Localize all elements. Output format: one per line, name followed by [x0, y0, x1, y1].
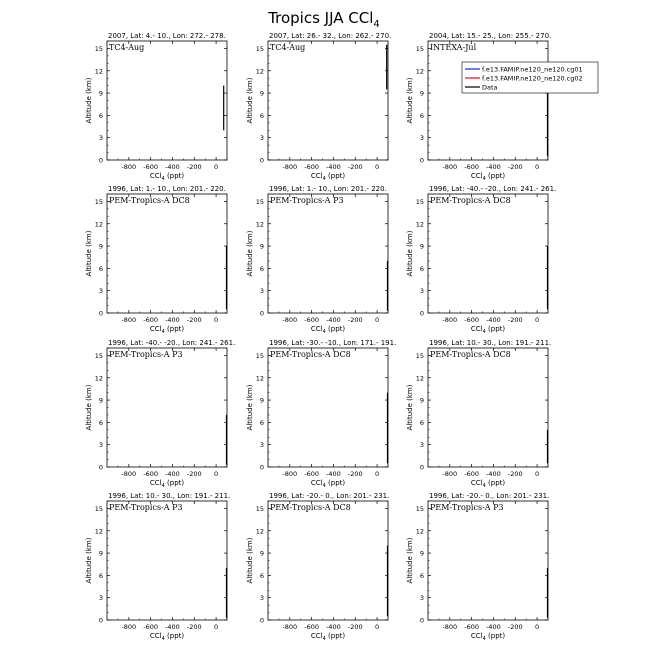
x-axis-label-subscript: 4 [161, 636, 165, 642]
plot-frame [428, 501, 548, 620]
x-axis-label-main: CCl [310, 172, 323, 180]
x-axis-label-unit: (ppt) [325, 325, 346, 333]
x-tick-label: -800 [442, 163, 458, 171]
panel-2 [246, 32, 391, 182]
x-axis-label-subscript: 4 [482, 329, 486, 335]
plot-frame [428, 41, 548, 160]
panel-title: 2004, Lat: 15.- 25., Lon: 255.- 270. [429, 32, 552, 40]
y-tick-label: 6 [419, 571, 424, 580]
panel-title: 1996, Lat: -40.- -20., Lon: 241.- 261. [108, 339, 236, 347]
y-tick-label: 12 [415, 220, 424, 229]
x-tick-label: -600 [304, 470, 320, 478]
legend-entry: f.e13.FAMIP.ne120_ne120.cg02 [482, 74, 583, 83]
y-tick-label: 3 [98, 134, 103, 143]
panel-12 [406, 492, 549, 642]
y-tick-label: 15 [255, 197, 264, 206]
y-tick-label: 3 [98, 441, 103, 450]
campaign-label: PEM-Tropics-A DC8 [430, 350, 511, 359]
y-tick-label: 9 [419, 242, 424, 251]
y-tick-label: 3 [259, 441, 264, 450]
x-axis-label-subscript: 4 [322, 176, 326, 182]
x-axis-label [471, 479, 506, 489]
x-tick-label: 0 [535, 163, 540, 171]
y-tick-label: 6 [259, 418, 264, 427]
x-axis-label-subscript: 4 [482, 636, 486, 642]
x-axis-label-main: CCl [149, 172, 162, 180]
y-tick-label: 0 [98, 463, 103, 472]
panel-1 [85, 32, 227, 182]
x-tick-label: -400 [326, 623, 341, 631]
x-tick-label: -800 [282, 316, 298, 324]
panel-title: 1996, Lat: 1.- 10., Lon: 201.- 220. [269, 185, 387, 193]
x-tick-label: -200 [347, 623, 363, 631]
panel-grid [85, 32, 598, 642]
x-tick-label: 0 [535, 316, 540, 324]
panel-9 [406, 339, 551, 489]
x-tick-label: -800 [282, 470, 298, 478]
x-axis-label-main: CCl [470, 325, 483, 333]
x-tick-label: -200 [347, 470, 363, 478]
x-tick-label: -600 [304, 316, 320, 324]
y-tick-label: 0 [259, 309, 264, 318]
y-tick-label: 15 [94, 504, 103, 513]
plot-frame [428, 348, 548, 467]
panel-6 [406, 185, 556, 335]
x-tick-label: -600 [143, 470, 159, 478]
y-tick-label: 3 [419, 287, 424, 296]
panel-4 [85, 185, 227, 335]
x-axis-label [311, 632, 346, 642]
y-tick-label: 12 [94, 374, 103, 383]
x-tick-label: 0 [535, 470, 540, 478]
x-axis-label-unit: (ppt) [164, 632, 185, 640]
y-tick-label: 12 [255, 67, 264, 76]
y-tick-label: 3 [259, 594, 264, 603]
y-axis-label: Altitude (km) [246, 384, 254, 431]
y-axis-label: Altitude (km) [246, 77, 254, 124]
x-axis-label [150, 479, 185, 489]
x-axis-label-main: CCl [149, 325, 162, 333]
panel-title: 2007, Lat: 4.- 10., Lon: 272.- 278. [108, 32, 226, 40]
y-tick-label: 0 [259, 463, 264, 472]
x-tick-label: -800 [282, 163, 298, 171]
panel-7 [85, 339, 235, 489]
x-tick-label: 0 [214, 316, 219, 324]
y-tick-label: 9 [98, 549, 103, 558]
y-tick-label: 15 [255, 504, 264, 513]
y-tick-label: 3 [259, 287, 264, 296]
x-tick-label: 0 [375, 623, 380, 631]
x-tick-label: -400 [165, 163, 180, 171]
x-tick-label: -400 [486, 623, 501, 631]
campaign-label: PEM-Tropics-A P3 [109, 503, 183, 512]
x-tick-label: 0 [375, 470, 380, 478]
x-tick-label: -800 [121, 470, 137, 478]
y-tick-label: 12 [94, 527, 103, 536]
campaign-label: PEM-Tropics-A P3 [430, 503, 504, 512]
y-tick-label: 6 [419, 264, 424, 273]
x-axis-label-unit: (ppt) [164, 325, 185, 333]
y-tick-label: 9 [98, 242, 103, 251]
campaign-label: TC4-Aug [270, 43, 306, 52]
panel-8 [246, 339, 396, 489]
plot-frame [107, 41, 227, 160]
y-tick-label: 0 [419, 156, 424, 165]
x-tick-label: -600 [143, 623, 159, 631]
y-tick-label: 12 [94, 220, 103, 229]
x-axis-label-main: CCl [310, 325, 323, 333]
x-tick-label: -200 [347, 163, 363, 171]
y-tick-label: 6 [98, 264, 103, 273]
y-tick-label: 9 [98, 89, 103, 98]
x-tick-label: -600 [464, 470, 480, 478]
y-tick-label: 15 [255, 44, 264, 53]
x-axis-label-main: CCl [470, 172, 483, 180]
y-tick-label: 15 [415, 504, 424, 513]
x-axis-label [150, 632, 185, 642]
x-axis-label-subscript: 4 [322, 483, 326, 489]
x-axis-label-subscript: 4 [161, 483, 165, 489]
x-tick-label: 0 [214, 163, 219, 171]
panel-10 [85, 492, 230, 642]
x-axis-label [311, 325, 346, 335]
x-tick-label: -400 [326, 316, 341, 324]
x-axis-label-subscript: 4 [482, 176, 486, 182]
x-axis-label [150, 325, 185, 335]
panel-title: 1996, Lat: -40.- -20., Lon: 241.- 261. [429, 185, 557, 193]
y-tick-label: 3 [419, 441, 424, 450]
y-tick-label: 3 [419, 594, 424, 603]
y-tick-label: 15 [94, 44, 103, 53]
x-tick-label: 0 [535, 623, 540, 631]
campaign-label: PEM-Tropics-A P3 [270, 196, 344, 205]
plot-frame [428, 194, 548, 313]
legend-entry: Data [482, 83, 498, 92]
x-axis-label-subscript: 4 [161, 176, 165, 182]
figure-title-subscript: 4 [373, 19, 380, 30]
panel-title: 2007, Lat: 26.- 32., Lon: 262.- 270. [269, 32, 392, 40]
y-axis-label: Altitude (km) [246, 230, 254, 277]
y-axis-label: Altitude (km) [246, 537, 254, 584]
y-tick-label: 9 [419, 549, 424, 558]
x-tick-label: -800 [121, 316, 137, 324]
x-axis-label-unit: (ppt) [485, 172, 506, 180]
y-tick-label: 6 [259, 264, 264, 273]
y-axis-label: Altitude (km) [406, 77, 414, 124]
legend [462, 62, 598, 93]
y-tick-label: 15 [94, 351, 103, 360]
x-axis-label-subscript: 4 [161, 329, 165, 335]
y-tick-label: 0 [98, 616, 103, 625]
y-tick-label: 9 [259, 242, 264, 251]
x-tick-label: -400 [165, 623, 180, 631]
x-tick-label: -800 [442, 470, 458, 478]
plot-frame [107, 501, 227, 620]
y-tick-label: 15 [415, 351, 424, 360]
x-tick-label: 0 [375, 316, 380, 324]
x-tick-label: -200 [507, 163, 523, 171]
x-tick-label: -200 [186, 316, 202, 324]
y-tick-label: 15 [94, 197, 103, 206]
y-tick-label: 12 [255, 374, 264, 383]
x-axis-label-main: CCl [310, 632, 323, 640]
campaign-label: PEM-Tropics-A DC8 [109, 196, 190, 205]
x-axis-label [471, 325, 506, 335]
y-tick-label: 12 [255, 527, 264, 536]
panel-3 [406, 32, 598, 182]
campaign-label: PEM-Tropics-A DC8 [270, 350, 351, 359]
x-tick-label: -600 [464, 316, 480, 324]
panel-title: 1996, Lat: -20.- 0., Lon: 201.- 231. [429, 492, 550, 500]
x-tick-label: 0 [214, 470, 219, 478]
y-tick-label: 12 [255, 220, 264, 229]
y-tick-label: 3 [98, 287, 103, 296]
x-tick-label: -800 [442, 623, 458, 631]
y-tick-label: 6 [259, 111, 264, 120]
legend-entry: f.e13.FAMIP.ne120_ne120.cg01 [482, 65, 583, 74]
x-tick-label: -200 [186, 163, 202, 171]
plot-frame [268, 501, 388, 620]
y-axis-label: Altitude (km) [85, 230, 93, 277]
x-tick-label: -400 [486, 470, 501, 478]
x-tick-label: -400 [165, 316, 180, 324]
x-tick-label: -600 [304, 623, 320, 631]
plot-frame [268, 194, 388, 313]
x-axis-label-unit: (ppt) [485, 479, 506, 487]
x-tick-label: -400 [486, 316, 501, 324]
x-axis-label-unit: (ppt) [485, 325, 506, 333]
y-tick-label: 15 [415, 44, 424, 53]
campaign-label: INTEXA-Jul [430, 43, 477, 52]
x-tick-label: -400 [165, 470, 180, 478]
y-tick-label: 3 [419, 134, 424, 143]
x-tick-label: -600 [143, 316, 159, 324]
x-axis-label-main: CCl [470, 479, 483, 487]
figure-title [267, 9, 380, 30]
x-tick-label: -200 [507, 623, 523, 631]
x-tick-label: 0 [375, 163, 380, 171]
x-axis-label-unit: (ppt) [325, 172, 346, 180]
x-tick-label: -800 [442, 316, 458, 324]
y-tick-label: 6 [98, 111, 103, 120]
x-tick-label: -200 [507, 316, 523, 324]
x-tick-label: -600 [464, 623, 480, 631]
y-tick-label: 12 [415, 374, 424, 383]
y-axis-label: Altitude (km) [85, 537, 93, 584]
y-tick-label: 9 [419, 396, 424, 405]
x-tick-label: -200 [347, 316, 363, 324]
x-axis-label-main: CCl [470, 632, 483, 640]
y-tick-label: 9 [259, 396, 264, 405]
x-axis-label [311, 479, 346, 489]
y-tick-label: 6 [98, 571, 103, 580]
plot-frame [107, 348, 227, 467]
campaign-label: PEM-Tropics-A P3 [109, 350, 183, 359]
panel-title: 1996, Lat: 10.- 30., Lon: 191.- 211. [429, 339, 552, 347]
x-tick-label: -600 [464, 163, 480, 171]
x-tick-label: -400 [486, 163, 501, 171]
figure-title-main: Tropics JJA CCl [268, 9, 374, 27]
x-tick-label: -200 [186, 470, 202, 478]
y-tick-label: 6 [259, 571, 264, 580]
campaign-label: PEM-Tropics-A DC8 [430, 196, 511, 205]
y-tick-label: 0 [419, 463, 424, 472]
x-axis-label-unit: (ppt) [164, 479, 185, 487]
panel-title: 1996, Lat: -20.- 0., Lon: 201.- 231. [269, 492, 390, 500]
x-axis-label-subscript: 4 [322, 636, 326, 642]
y-tick-label: 3 [259, 134, 264, 143]
y-tick-label: 0 [419, 309, 424, 318]
x-tick-label: 0 [214, 623, 219, 631]
x-axis-label-unit: (ppt) [325, 632, 346, 640]
panel-5 [246, 185, 388, 335]
panel-title: 1996, Lat: 1.- 10., Lon: 201.- 220. [108, 185, 226, 193]
y-tick-label: 0 [98, 309, 103, 318]
y-tick-label: 0 [419, 616, 424, 625]
plot-frame [268, 348, 388, 467]
campaign-label: TC4-Aug [109, 43, 145, 52]
y-tick-label: 3 [98, 594, 103, 603]
y-tick-label: 9 [259, 89, 264, 98]
x-tick-label: -800 [121, 163, 137, 171]
y-axis-label: Altitude (km) [85, 77, 93, 124]
x-axis-label-subscript: 4 [322, 329, 326, 335]
panel-title: 1996, Lat: 10.- 30., Lon: 191.- 211. [108, 492, 231, 500]
y-tick-label: 0 [98, 156, 103, 165]
y-tick-label: 0 [259, 156, 264, 165]
x-tick-label: -800 [121, 623, 137, 631]
x-tick-label: -200 [186, 623, 202, 631]
plot-frame [268, 41, 388, 160]
panel-title: 1996, Lat: -30.- -10., Lon: 171.- 191. [269, 339, 397, 347]
y-tick-label: 12 [415, 527, 424, 536]
y-tick-label: 15 [255, 351, 264, 360]
y-tick-label: 9 [419, 89, 424, 98]
x-axis-label-main: CCl [149, 632, 162, 640]
campaign-label: PEM-Tropics-A DC8 [270, 503, 351, 512]
y-tick-label: 6 [419, 418, 424, 427]
y-tick-label: 9 [259, 549, 264, 558]
x-tick-label: -400 [326, 470, 341, 478]
x-axis-label-main: CCl [310, 479, 323, 487]
x-axis-label [150, 172, 185, 182]
y-tick-label: 6 [98, 418, 103, 427]
x-axis-label-subscript: 4 [482, 483, 486, 489]
x-axis-label-unit: (ppt) [485, 632, 506, 640]
y-tick-label: 12 [415, 67, 424, 76]
x-tick-label: -600 [304, 163, 320, 171]
x-axis-label [471, 172, 506, 182]
x-axis-label-main: CCl [149, 479, 162, 487]
x-axis-label [471, 632, 506, 642]
y-tick-label: 12 [94, 67, 103, 76]
x-axis-label-unit: (ppt) [164, 172, 185, 180]
x-tick-label: -200 [507, 470, 523, 478]
y-axis-label: Altitude (km) [406, 384, 414, 431]
x-tick-label: -600 [143, 163, 159, 171]
y-axis-label: Altitude (km) [85, 384, 93, 431]
y-axis-label: Altitude (km) [406, 230, 414, 277]
y-tick-label: 0 [259, 616, 264, 625]
y-tick-label: 6 [419, 111, 424, 120]
y-tick-label: 9 [98, 396, 103, 405]
y-axis-label: Altitude (km) [406, 537, 414, 584]
y-tick-label: 15 [415, 197, 424, 206]
x-axis-label-unit: (ppt) [325, 479, 346, 487]
plot-frame [107, 194, 227, 313]
panel-11 [246, 492, 389, 642]
x-tick-label: -400 [326, 163, 341, 171]
x-tick-label: -800 [282, 623, 298, 631]
x-axis-label [311, 172, 346, 182]
